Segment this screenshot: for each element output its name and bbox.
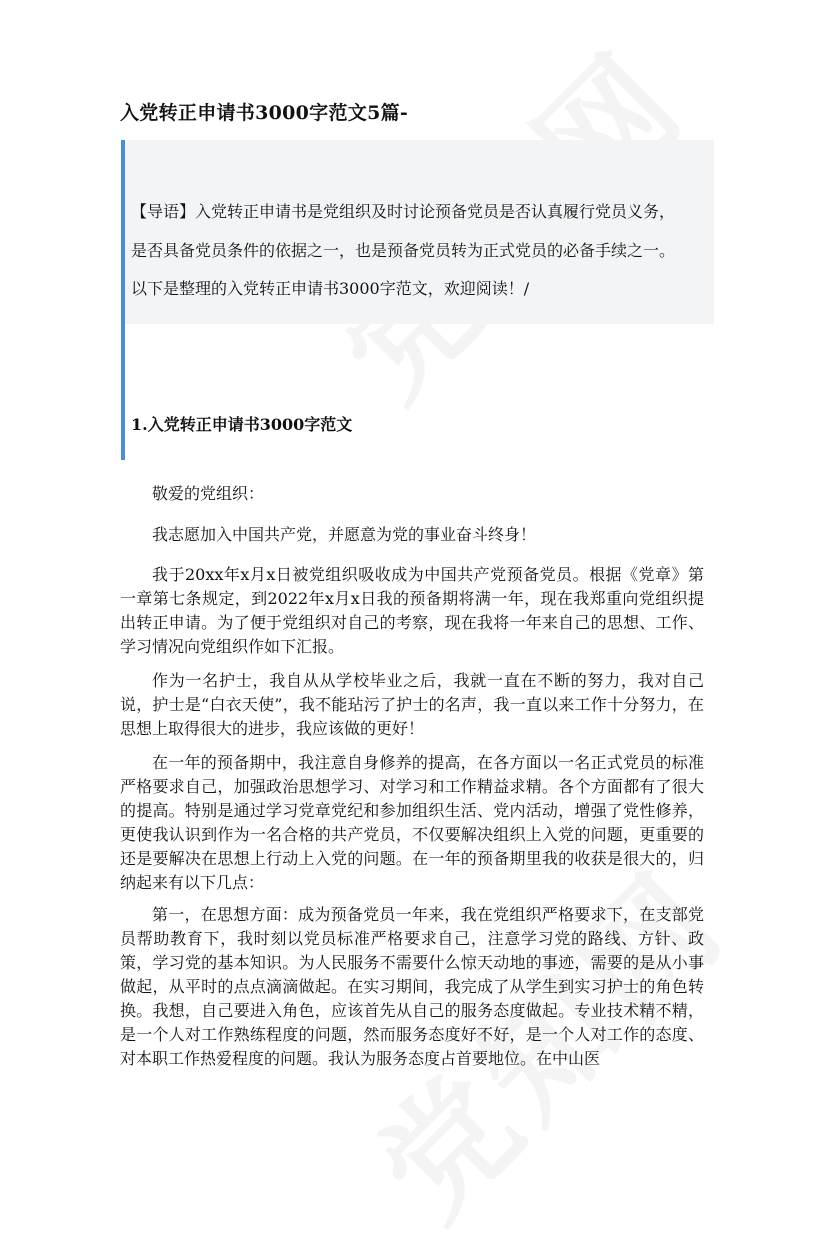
page-title: 入党转正申请书3000字范文5篇- bbox=[120, 102, 409, 124]
body-paragraph: 作为一名护士，我自从从学校毕业之后，我就一直在不断的努力，我对自己说，护士是“白衣天使”，我不能玷污了护士的名声，我一直以来工作十分努力，在思想上取得很大的进步，我应该做的更好！ bbox=[120, 671, 704, 738]
salutation: 敬爱的党组织： bbox=[152, 484, 265, 503]
body-paragraph: 在一年的预备期中，我注意自身修养的提高，在各方面以一名正式党员的标准严格要求自己，加强政治思想学习、对学习和工作精益求精。各个方面都有了很大的提高。特别是通过学习党章党纪和参加组织生活、党内活动，增强了党性修养，更使我认识到作为一名合格的共产党员，不仅要解决组织上入党的问题，更重要的还是要解决在思想上行动上入党的问题。在一年的预备期里我的收获是很大的，归纳起来有以下几点： bbox=[120, 753, 704, 892]
intro-line: 【导语】入党转正申请书是党组织及时讨论预备党员是否认真履行党员义务， bbox=[131, 202, 676, 221]
body-paragraph: 第一，在思想方面：成为预备党员一年来，我在党组织严格要求下，在支部党员帮助教育下，我时刻以党员标准严格要求自己，注意学习党的路线、方针、政策，学习党的基本知识。为人民服务不需要什么惊天动地的事迹，需要的是从小事做起，从平时的点点滴滴做起。在实习期间，我完成了从学生到实习护士的角色转换。我想，自己要进入角色，应该首先从自己的服务态度做起。专业技术精不精，是一个人对工作熟练程度的问题，然而服务态度好不好，是一个人对工作的态度、对本职工作热爱程度的问题。我认为服务态度占首要地位。在中山医 bbox=[120, 905, 704, 1068]
intro-line: 是否具备党员条件的依据之一，也是预备党员转为正式党员的必备手续之一。 bbox=[131, 241, 676, 260]
section-heading: 1.入党转正申请书3000字范文 bbox=[131, 415, 353, 434]
quote-accent-bar bbox=[121, 140, 125, 460]
intro-line: 以下是整理的入党转正申请书3000字范文，欢迎阅读！/ bbox=[131, 279, 530, 298]
body-paragraph: 我于20xx年x月x日被党组织吸收成为中国共产党预备党员。根据《党章》第一章第七条规定，到2022年x月x日我的预备期将满一年，现在我郑重向党组织提出转正申请。为了便于党组织对自己的考察，现在我将一年来自己的思想、工作、学习情况向党组织作如下汇报。 bbox=[120, 565, 704, 656]
body-paragraph: 我志愿加入中国共产党，并愿意为党的事业奋斗终身！ bbox=[152, 525, 537, 544]
